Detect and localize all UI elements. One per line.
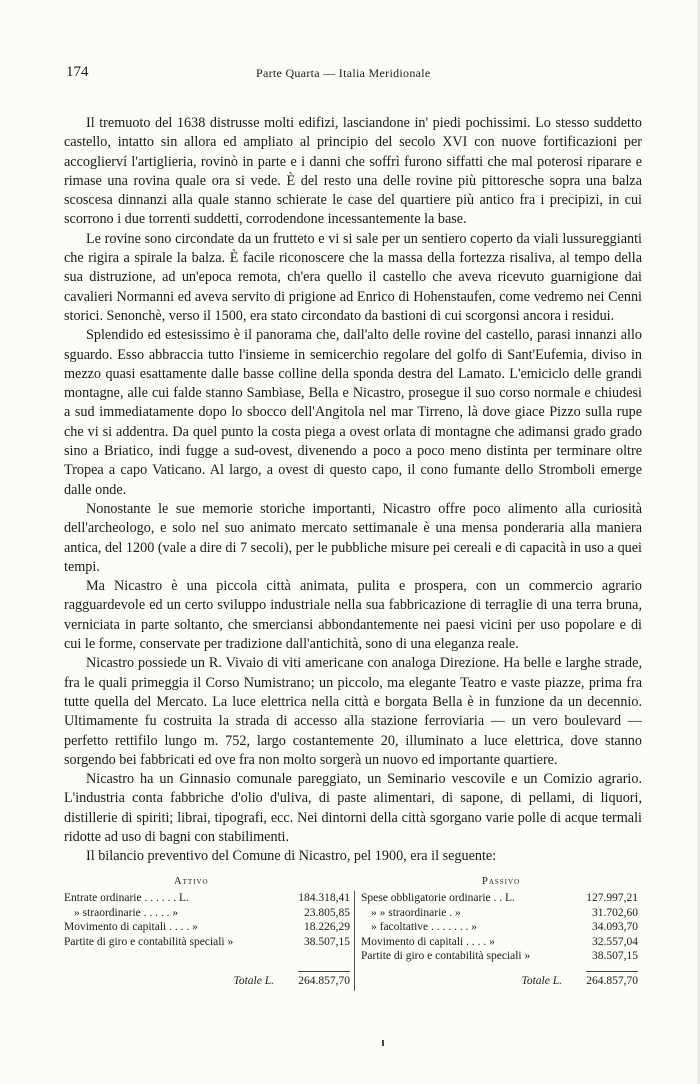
budget-row xyxy=(361,935,642,950)
passivo-heading: Passivo xyxy=(482,876,521,887)
row-value: 34.093,70 xyxy=(592,921,638,933)
passivo-total xyxy=(361,974,642,990)
print-mark xyxy=(382,1040,384,1046)
attivo-heading: Attivo xyxy=(174,876,209,887)
row-label: Partite di giro e contabilità speciali » xyxy=(361,950,531,962)
total-value: 264.857,70 xyxy=(298,971,350,989)
row-label: » straordinarie . . . . . » xyxy=(74,906,179,919)
paragraph: Le rovine sono circondate da un frutteto e vi si sale per un sentiero coperto da viali lussureggianti che rigira a spirale la balza. È facile riconoscere che la massa della fortezza risaliva, al tempo della sua distruzione, ad un'epoca remota, ch'era quello il castello che aveva ricevuto guarnigione dai cavalieri Normanni ed aveva servito di prigione ad Enrico di Hohenstaufen, come vedremo nei Cenni storici. Senonchè, verso il 1500, era stato circondato da bastioni di cui scorgonsi ancora i residui. xyxy=(64,230,642,324)
budget-row xyxy=(361,891,642,906)
row-value: 23.805,85 xyxy=(304,906,350,919)
budget-row xyxy=(64,906,354,921)
row-value: 31.702,60 xyxy=(592,906,638,919)
total-label: Totale L. xyxy=(521,974,562,987)
row-label: Spese obbligatorie ordinarie . . L. xyxy=(361,892,515,904)
row-label: Entrate ordinarie . . . . . . L. xyxy=(64,892,189,904)
body-text xyxy=(64,114,642,867)
budget-row xyxy=(64,920,354,935)
budget-row xyxy=(361,920,642,935)
running-head: Parte Quarta — Italia Meridionale xyxy=(256,66,431,80)
budget-row xyxy=(64,891,354,906)
row-value: 38.507,15 xyxy=(592,950,638,962)
budget-row xyxy=(361,906,642,921)
row-label: Movimento di capitali . . . . » xyxy=(64,921,198,933)
page-number: 174 xyxy=(66,64,89,80)
paragraph: Nicastro ha un Ginnasio comunale pareggiato, un Seminario vescovile e un Comizio agrario. L'industria conta fabbriche d'olio d'uliva, di paste alimentari, di sapone, di pellami, di liquori, distillerie di spiriti; librai, tipografi, ecc. Nei dintorni della città sgorgano varie polle di acque termali ridotte ad uso di bagni con stabilimenti. xyxy=(64,771,642,845)
paragraph: Ma Nicastro è una piccola città animata, pulita e prospera, con un commercio agrario ragguardevole ed un certo sviluppo industriale nella sua fabbricazione di terraglie di una terra bruna, verniciata in parte soltanto, che smerciansi abbondantemente nei paesi vicini per uso popolare e di cui le forme, conservate per tradizione dall'antichità, sono di una eleganza reale. xyxy=(64,578,642,653)
row-value: 32.557,04 xyxy=(592,935,638,948)
budget-row xyxy=(361,949,642,964)
paragraph: Splendido ed estesissimo è il panorama che, dall'alto delle rovine del castello, parasi innanzi allo sguardo. Esso abbraccia tutto l'insieme in semicerchio regolare del golfo di Sant'Eufemia, diviso in mezzo quasi esattamente dalle basse colline della sponda destra del Lamato. L'emiciclo delle grandi montagne, alle cui falde stanno Sambiase, Bella e Nicastro, prosegue il suo corso normale e chiudesi a sud immediatamente dopo lo sbocco dell'Angitola nel mar Tirreno, là dove giace Pizzo sulla rupe che vi si addentra. Da quel punto la costa piega a ovest orlata di montagne che adimansi grado grado sino a Briatico, indi fugge a sud-ovest, divenendo a poco a poco meno distinta per terminare oltre Tropea a capo Vaticano. Al largo, a ovest di questo capo, il cono fumante dello Stromboli emerge dalle onde. xyxy=(64,327,642,498)
row-label: Movimento di capitali . . . . » xyxy=(361,935,495,948)
budget-row xyxy=(64,935,354,950)
paragraph: Nonostante le sue memorie storiche importanti, Nicastro offre poco alimento alla curiosità dell'archeologo, e solo nel suo animato mercato settimanale è una mensa ponderaria alla maniera antica, del 1200 (vale a dire di 7 secoli), per le pubbliche misure pei cereali e di capacità in uso a quei tempi. xyxy=(64,500,642,575)
row-label: » facoltative . . . . . . . » xyxy=(371,921,478,933)
attivo-column xyxy=(64,891,354,990)
passivo-column xyxy=(354,891,642,991)
row-label: Partite di giro e contabilità speciali » xyxy=(64,935,234,948)
paragraph: Il tremuoto del 1638 distrusse molti edifizi, lasciandone in' piedi pochissimi. Lo stesso suddetto castello, intatto sin allora ed ampliato al principio del secolo XVI con nuove fortificazioni per accoglierví l'artiglieria, rovinò in parte e i danni che soffrì furono siffatti che mal poterosi riparare e rimase una rovina quale ora si vede. È del resto una delle rovine più pittoresche sopra una balza scoscesa dinnanzi alla quale stanno schierate le case del quartiere più antico fra i precipizi, in cui scorrono i due torrenti suddetti, corrodendone incessantemente la base. xyxy=(64,115,642,228)
row-value: 184.318,41 xyxy=(298,892,350,904)
row-value: 38.507,15 xyxy=(304,935,350,948)
paragraph: Il bilancio preventivo del Comune di Nicastro, pel 1900, era il seguente: xyxy=(86,848,497,865)
page-header xyxy=(66,64,641,84)
budget-table xyxy=(64,875,642,996)
total-value: 264.857,70 xyxy=(586,971,638,989)
row-value: 127.997,21 xyxy=(586,892,638,904)
row-value: 18.226,29 xyxy=(304,921,350,933)
total-label: Totale L. xyxy=(233,975,274,987)
attivo-total xyxy=(64,974,354,990)
paragraph: Nicastro possiede un R. Vivaio di viti americane con analoga Direzione. Ha belle e larghe strade, fra le quali primeggia il Corso Numistrano; un piccolo, ma elegante Teatro e vaste piazze, prima fra tutte quella del Mercato. La luce elettrica nella città e borgata Bella è in funzione da un decennio. Ultimamente fu costruita la strada di accesso alla stazione ferroviaria — un vero boulevard — perfetto rettifilo lungo m. 752, largo costantemente 20, illuminato a luce elettrica, dove stanno sorgendo bei fabbricati ed ove fra non molto sorgerà un nuovo ed importante quartiere. xyxy=(64,655,642,768)
row-label: » » straordinarie . » xyxy=(371,906,461,919)
budget-headings xyxy=(64,875,642,891)
